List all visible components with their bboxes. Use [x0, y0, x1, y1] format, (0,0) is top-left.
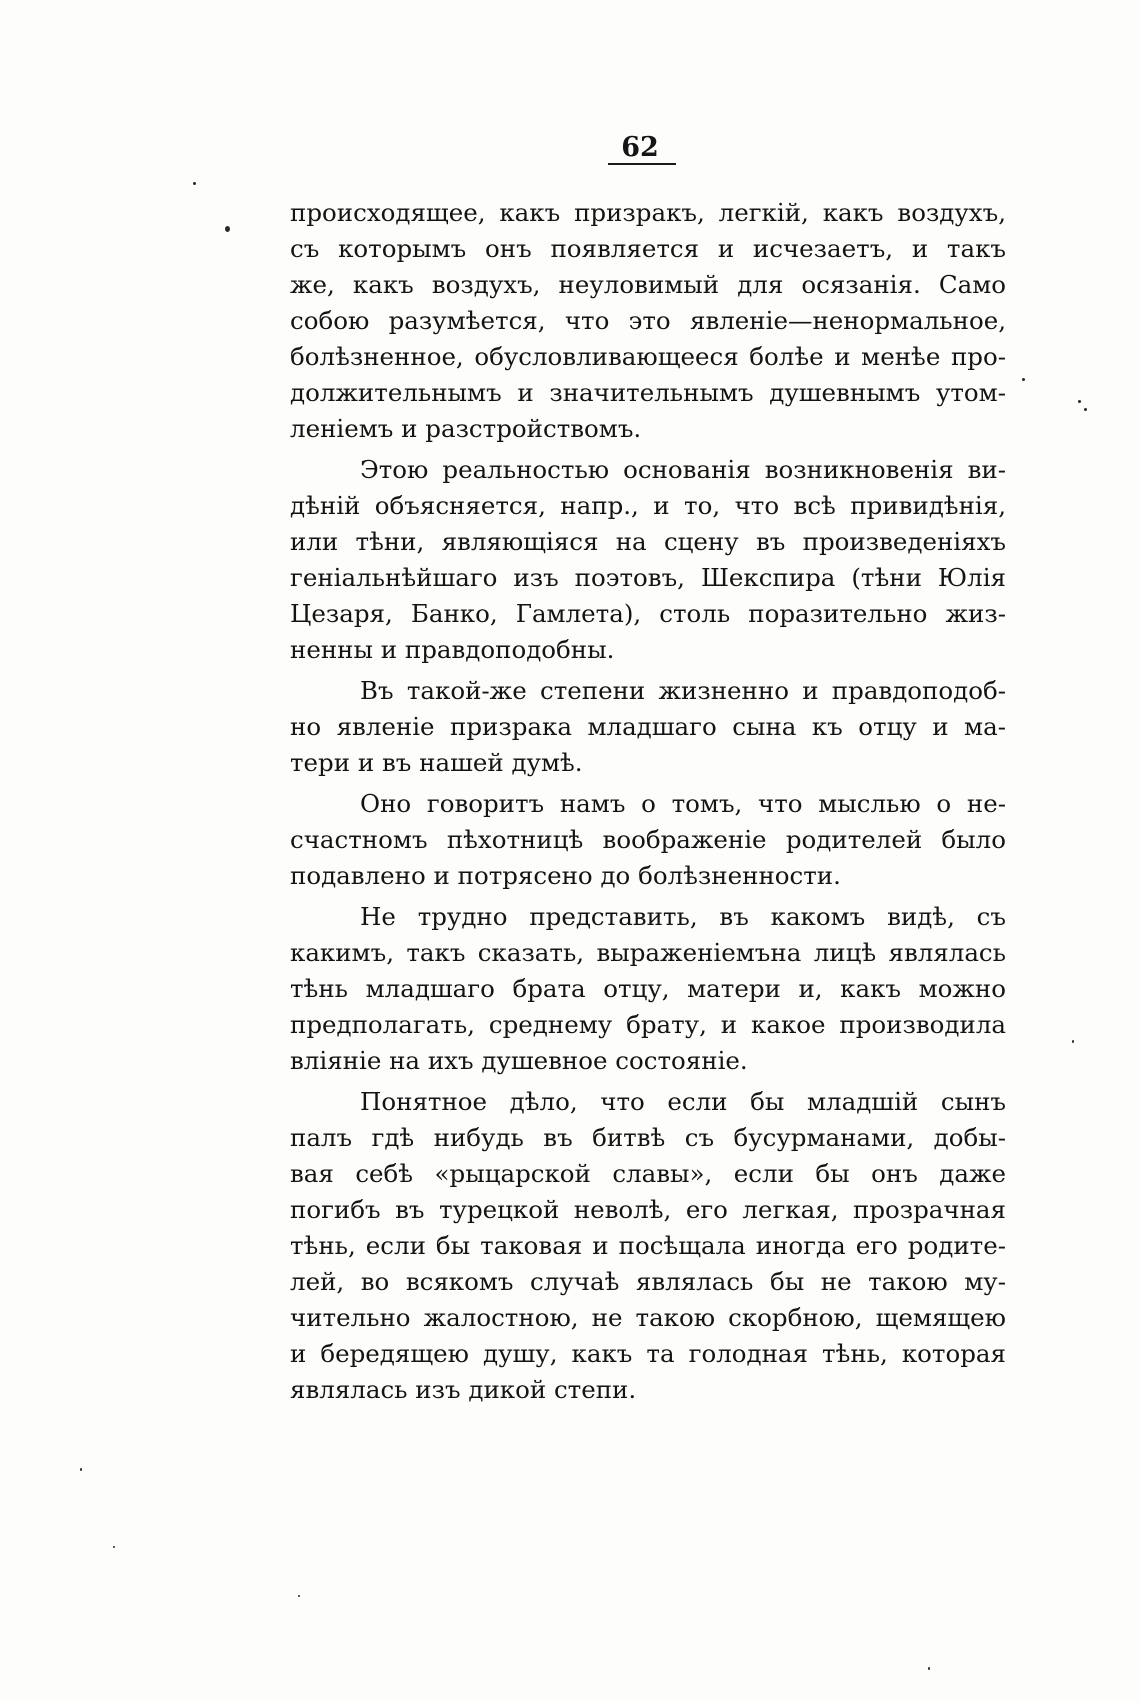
text-line: тѣнь младшаго брата отцу, матери и, какъ можно: [290, 974, 1006, 1003]
paper-speck: [113, 1546, 115, 1548]
text-line: Въ такой-же степени жизненно и правдоподоб-: [360, 676, 1006, 705]
page-number-underline: [608, 163, 676, 165]
text-line: счастномъ пѣхотницѣ воображеніе родителей было: [290, 825, 1006, 854]
text-line: но явленіе призрака младшаго сына къ отцу и ма-: [290, 712, 1006, 741]
paper-speck: [1072, 1040, 1074, 1043]
text-line: подавлено и потрясено до болѣзненности.: [290, 861, 841, 890]
paper-speck: [1022, 378, 1025, 381]
text-line: Понятное дѣло, что если бы младшій сынъ: [360, 1087, 1006, 1116]
paragraph: [290, 899, 1006, 1079]
text-line: леніемъ и разстройствомъ.: [290, 414, 642, 443]
paper-speck: [80, 1468, 82, 1471]
paragraph: [290, 1084, 1006, 1408]
paper-speck: [1084, 408, 1087, 411]
paper-speck: [298, 1595, 300, 1597]
paragraph: [290, 452, 1006, 668]
text-line: ненны и правдоподобны.: [290, 635, 615, 664]
text-line: тѣнь, если бы таковая и посѣщала иногда его родите-: [290, 1231, 1006, 1260]
paragraph: [290, 673, 1006, 781]
text-line: Цезаря, Банко, Гамлета), столь поразительно жиз-: [290, 599, 1006, 628]
page-number: 62: [621, 132, 659, 163]
text-line: геніальнѣйшаго изъ поэтовъ, Шекспира (тѣни Юлія: [290, 563, 1006, 592]
text-line: являлась изъ дикой степи.: [290, 1375, 637, 1404]
text-line: дѣній объясняется, напр., и то, что всѣ привидѣнія,: [290, 491, 1006, 520]
text-line: вліяніе на ихъ душевное состояніе.: [290, 1046, 748, 1075]
text-line: чительно жалостною, не такою скорбною, щемящею: [290, 1303, 1006, 1332]
text-line: съ которымъ онъ появляется и исчезаетъ, и такъ: [290, 234, 1006, 263]
text-line: же, какъ воздухъ, неуловимый для осязанія. Само: [290, 270, 1006, 299]
text-body: [290, 195, 1006, 1413]
text-line: тери и въ нашей думѣ.: [290, 748, 583, 777]
text-line: или тѣни, являющіяся на сцену въ произведеніяхъ: [290, 527, 1006, 556]
paper-speck: [193, 182, 196, 185]
text-line: предполагать, среднему брату, и какое производила: [290, 1010, 1006, 1039]
text-line: Оно говоритъ намъ о томъ, что мыслью о не-: [360, 789, 1006, 818]
paragraph: [290, 195, 1006, 447]
text-line: палъ гдѣ нибудь въ битвѣ съ бусурманами, добы-: [290, 1123, 1006, 1152]
paper-speck: [928, 1667, 930, 1670]
paragraph: [290, 786, 1006, 894]
text-line: вая себѣ «рыцарской славы», если бы онъ даже: [290, 1159, 1006, 1188]
text-line: болѣзненное, обусловливающееся болѣе и менѣе про-: [290, 342, 1006, 371]
text-line: происходящее, какъ призракъ, легкій, какъ воздухъ,: [290, 198, 1006, 227]
text-line: Этою реальностью основанія возникновенія ви-: [360, 455, 1006, 484]
text-line: лей, во всякомъ случаѣ являлась бы не такою му-: [290, 1267, 1006, 1296]
text-line: погибъ въ турецкой неволѣ, его легкая, прозрачная: [290, 1195, 1006, 1224]
paper-speck: [1078, 400, 1081, 403]
paper-speck: [225, 226, 230, 232]
text-line: Не трудно представить, въ какомъ видѣ, съ: [360, 902, 1006, 931]
text-line: какимъ, такъ сказать, выраженіемъна лицѣ являлась: [290, 938, 1006, 967]
text-line: должительнымъ и значительнымъ душевнымъ утом-: [290, 378, 1006, 407]
text-line: собою разумѣется, что это явленіе—ненормальное,: [290, 306, 1006, 335]
text-line: и бередящею душу, какъ та голодная тѣнь, которая: [290, 1339, 1006, 1368]
